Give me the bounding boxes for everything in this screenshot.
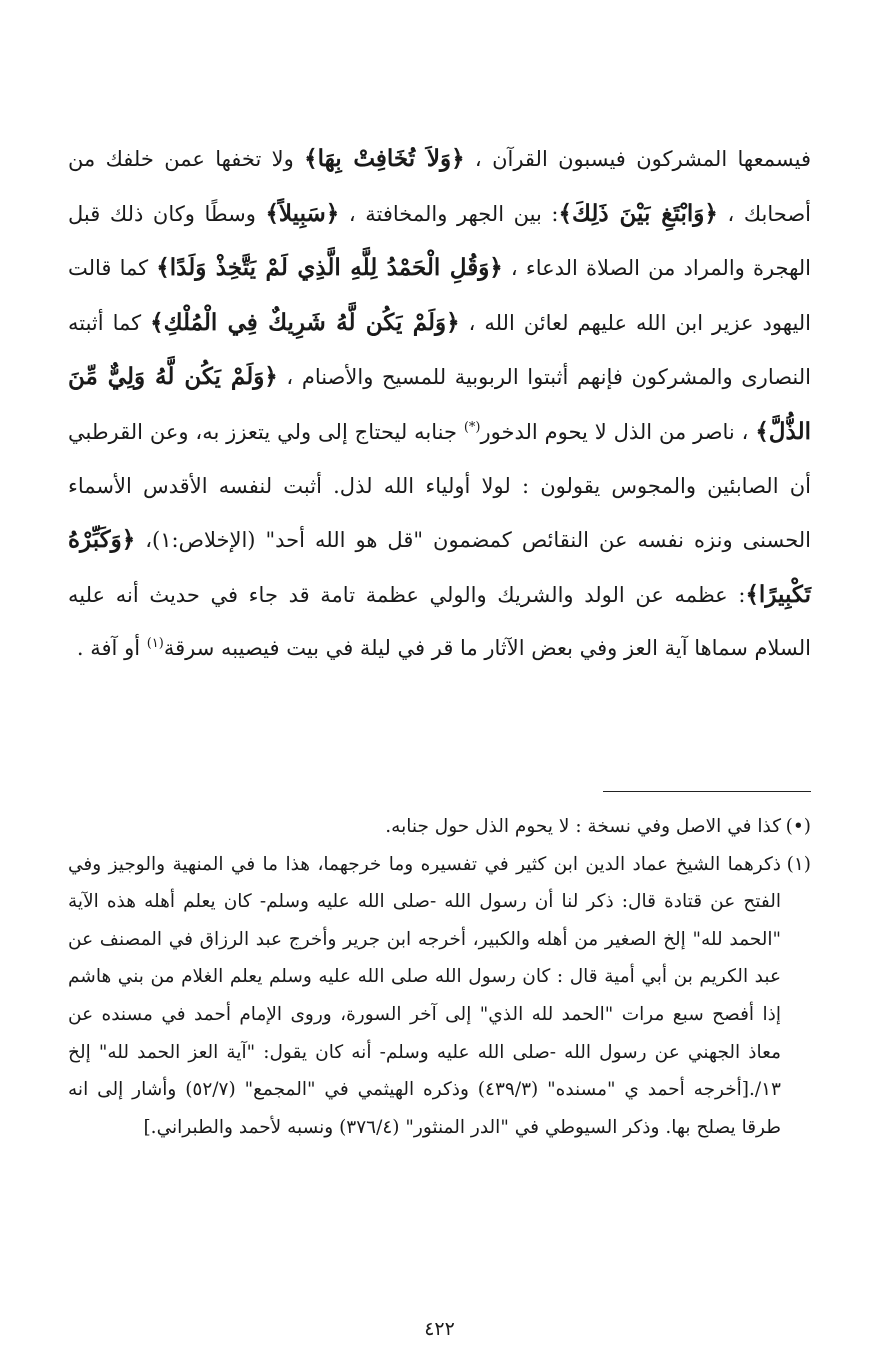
- footnote-separator: [603, 791, 811, 792]
- main-text-block: [68, 132, 811, 676]
- body-text-run: وسطًا وكان ذلك قبل الهجرة والمراد من الصلاة الدعاء ،: [68, 201, 812, 281]
- quran-quote: ﴿سَبِيلاً﴾: [265, 199, 340, 227]
- body-text-run: : عظمه عن الولد والشريك والولي عظمة تامة قد جاء في حديث أنه عليه السلام سماها آية العز وفي بعض الآثار ما قر في ليلة في بيت فيصيبه سرقة: [68, 582, 811, 661]
- footnote-reference: (١): [146, 636, 164, 652]
- footnotes-section: [68, 808, 811, 1146]
- footnote-reference: (*): [463, 419, 481, 435]
- body-text-run: أو آفة .: [76, 636, 147, 661]
- quran-quote: ﴿وَقُلِ الْحَمْدُ لِلَّهِ الَّذِي لَمْ يَتَّخِذْ وَلَدًا﴾: [156, 254, 503, 282]
- body-text-run: كما قالت اليهود عزير ابن الله عليهم لعائن الله ،: [68, 256, 812, 335]
- footnote-text: ذكرهما الشيخ عماد الدين ابن كثير في تفسيره وما خرجهما، هذا ما في المنهية والوجيز وفي الفتح عن قتادة قال: ذكر لنا أن رسول الله -صلى الله عليه وسلم- كان يعلم أهله هذه الآية "الحمد لله" إلخ الصغير من أهله والكبير، أخرجه ابن جرير وأخرج عبد الرزاق في المصنف عن عبد الكريم بن أبي أمية قال : كان رسول الله صلى الله عليه وسلم يعلم الغلام من بني هاشم إذا أفصح سبع مرات "الحمد لله الذي" إلى آخر السورة، وروى الإمام أحمد في مسنده عن معاذ الجهني عن رسول الله -صلى الله عليه وسلم- أنه كان يقول: "آية العز الحمد لله" إلخ ١٣/.[أخرجه أحمد ي "مسنده" (٤٣٩/٣) وذكره الهيثمي في "المجمع" (٥٢/٧) وأشار إلى انه طرقا يصلح بها. وذكر السيوطي في "الدر المنثور" (٣٧٦/٤) ونسبه لأحمد والطبراني.]: [68, 853, 781, 1138]
- quran-quote: ﴿وَكَبِّرْهُ تَكْبِيرًا﴾: [68, 526, 811, 608]
- footnote-marker: (١): [786, 853, 811, 875]
- footnote-item: [68, 846, 811, 1147]
- page-number: ٤٢٢: [424, 1318, 455, 1340]
- body-text-run: : بين الجهر والمخافتة ،: [339, 201, 559, 226]
- body-text-run: ولا تخفها عمن خلفك من أصحابك ،: [68, 147, 811, 226]
- body-text-run: ، ناصر من الذل لا يحوم الدخور: [480, 419, 756, 444]
- quran-quote: ﴿وَلَمْ يَكُن لَّهُ شَرِيكٌ فِي الْمُلْكِ﴾: [150, 308, 460, 336]
- body-text-run: فيسمعها المشركون فيسبون القرآن ،: [464, 147, 811, 171]
- footnote-text: كذا في الاصل وفي نسخة : لا يحوم الذل حول جنابه.: [385, 816, 781, 837]
- quran-quote: ﴿وَلَمْ يَكُن لَّهُ وَلِيٌّ مِّنَ الذُّلَّ﴾: [68, 363, 811, 445]
- quran-quote: ﴿وَلاَ تُخَافِتْ بِهَا﴾: [304, 145, 465, 172]
- body-text-run: جنابه ليحتاج إلى ولي يتعزز به، وعن القرطبي أن الصابئين والمجوس يقولون : لولا أولياء الله لذل. أثبت لنفسه الأقدس الأسماء الحسنى ونزه نفسه عن النقائص كمضمون "قل هو الله أحد" (الإخلاص:١)،: [68, 419, 811, 553]
- body-paragraph: [68, 132, 811, 676]
- quran-quote: ﴿وَابْتَغِ بَيْنَ ذَلِكَ﴾: [558, 199, 718, 227]
- footnote-item: [68, 808, 811, 846]
- footnote-marker: (•): [785, 816, 811, 837]
- body-text-run: كما أثبته النصارى والمشركون فإنهم أثبتوا الربوبية للمسيح والأصنام ،: [68, 310, 811, 390]
